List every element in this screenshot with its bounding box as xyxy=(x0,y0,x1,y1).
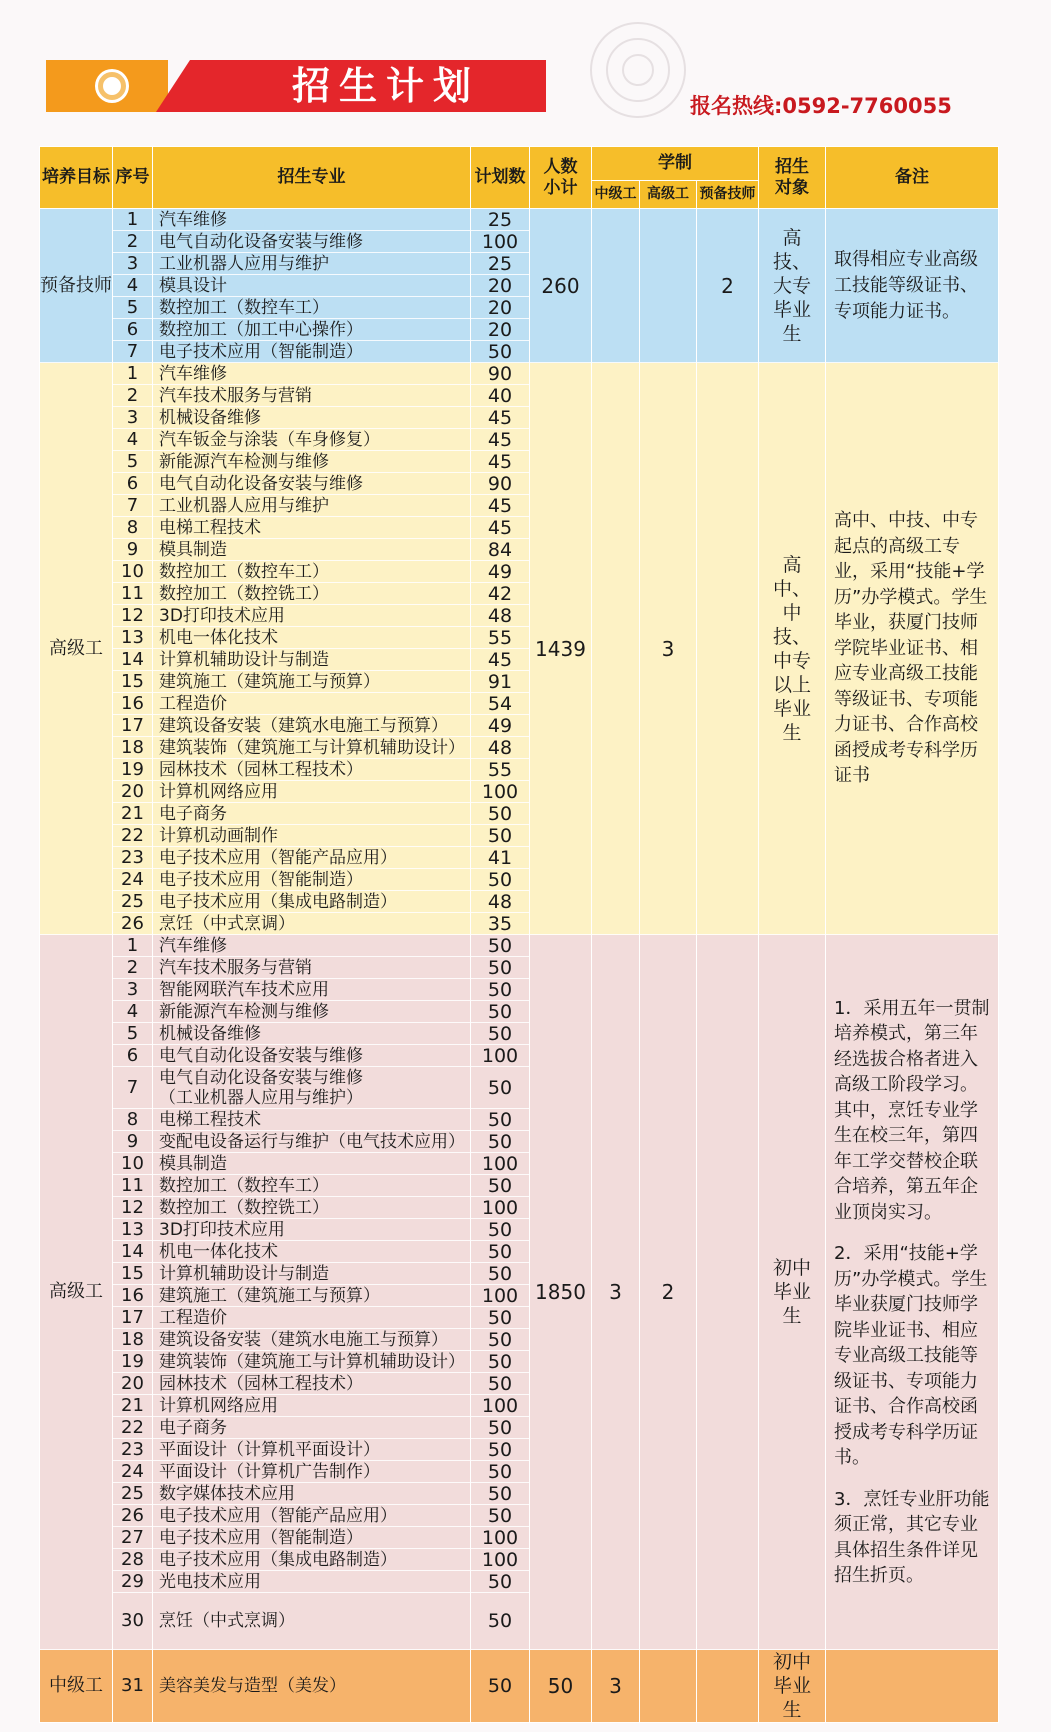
cell-plan: 50 xyxy=(471,935,530,957)
cell-major: 建筑设备安装（建筑水电施工与预算） xyxy=(153,1329,471,1351)
cell-plan: 45 xyxy=(471,649,530,671)
cell-plan: 50 xyxy=(471,1131,530,1153)
cell-seq: 8 xyxy=(113,517,153,539)
cell-major: 汽车技术服务与营销 xyxy=(153,957,471,979)
cell-plan: 91 xyxy=(471,671,530,693)
cell-seq: 25 xyxy=(113,891,153,913)
enrollment-table xyxy=(39,146,999,1723)
cell-seq: 4 xyxy=(113,429,153,451)
header-seq: 序号 xyxy=(113,147,153,209)
cell-seq: 1 xyxy=(113,363,153,385)
cell-major: 数控加工（数控车工） xyxy=(153,297,471,319)
cell-seq: 28 xyxy=(113,1549,153,1571)
object-text: 高技、大专毕业生 xyxy=(773,226,812,345)
cell-major: 平面设计（计算机平面设计） xyxy=(153,1439,471,1461)
cell-plan: 100 xyxy=(471,781,530,803)
cell-sys-high: 2 xyxy=(640,935,697,1650)
cell-seq: 26 xyxy=(113,1505,153,1527)
table-body xyxy=(40,209,999,1723)
cell-major: 园林技术（园林工程技术） xyxy=(153,1373,471,1395)
object-text: 初中毕业生 xyxy=(773,1651,812,1721)
cell-major: 3D打印技术应用 xyxy=(153,605,471,627)
cell-object xyxy=(759,1650,826,1723)
cell-plan: 90 xyxy=(471,363,530,385)
cell-major: 电子技术应用（集成电路制造） xyxy=(153,1549,471,1571)
cell-major: 工业机器人应用与维护 xyxy=(153,253,471,275)
cell-major: 美容美发与造型（美发） xyxy=(153,1650,471,1723)
cell-major: 电子技术应用（智能产品应用） xyxy=(153,1505,471,1527)
cell-plan: 50 xyxy=(471,1329,530,1351)
cell-major: 建筑装饰（建筑施工与计算机辅助设计） xyxy=(153,1351,471,1373)
cell-seq: 16 xyxy=(113,1285,153,1307)
note-paragraph: 取得相应专业高级工技能等级证书、专项能力证书。 xyxy=(834,248,979,322)
header-plan: 计划数 xyxy=(471,147,530,209)
cell-sys-high xyxy=(640,1650,697,1723)
cell-seq: 25 xyxy=(113,1483,153,1505)
cell-plan: 50 xyxy=(471,1650,530,1723)
cell-seq: 12 xyxy=(113,1197,153,1219)
cell-major: 数控加工（数控车工） xyxy=(153,1175,471,1197)
cell-major: 电子商务 xyxy=(153,1417,471,1439)
cell-plan: 50 xyxy=(471,825,530,847)
cell-plan: 48 xyxy=(471,605,530,627)
header-note: 备注 xyxy=(826,147,999,209)
cell-seq: 13 xyxy=(113,1219,153,1241)
cell-seq: 23 xyxy=(113,1439,153,1461)
cell-major: 机电一体化技术 xyxy=(153,1241,471,1263)
cell-major: 机电一体化技术 xyxy=(153,627,471,649)
cell-plan: 50 xyxy=(471,1263,530,1285)
cell-plan: 45 xyxy=(471,407,530,429)
cell-plan: 50 xyxy=(471,1067,530,1109)
cell-major: 烹饪（中式烹调） xyxy=(153,1593,471,1650)
cell-seq: 5 xyxy=(113,1023,153,1045)
cell-plan: 41 xyxy=(471,847,530,869)
cell-major: 建筑设备安装（建筑水电施工与预算） xyxy=(153,715,471,737)
cell-plan: 45 xyxy=(471,451,530,473)
note-paragraph: 1．采用五年一贯制培养模式，第三年经选拔合格者进入高级工阶段学习。其中，烹饪专业学生在校三年，第四年工学交替校企联合培养，第五年企业顶岗实习。 xyxy=(834,997,990,1223)
cell-plan: 55 xyxy=(471,627,530,649)
cell-major: 汽车维修 xyxy=(153,935,471,957)
cell-plan: 25 xyxy=(471,209,530,231)
cell-seq: 7 xyxy=(113,341,153,363)
cell-plan: 20 xyxy=(471,319,530,341)
header-sys-high: 高级工 xyxy=(640,181,697,209)
cell-sys-high: 3 xyxy=(640,363,697,935)
cell-subtotal: 50 xyxy=(530,1650,592,1723)
cell-seq: 27 xyxy=(113,1527,153,1549)
cell-major: 园林技术（园林工程技术） xyxy=(153,759,471,781)
cell-target: 预备技师 xyxy=(40,209,113,363)
table-row xyxy=(40,935,999,957)
cell-major: 建筑施工（建筑施工与预算） xyxy=(153,671,471,693)
cell-seq: 7 xyxy=(113,1067,153,1109)
cell-seq: 16 xyxy=(113,693,153,715)
cell-major: 机械设备维修 xyxy=(153,1023,471,1045)
cell-major: 新能源汽车检测与维修 xyxy=(153,1001,471,1023)
cell-plan: 49 xyxy=(471,561,530,583)
cell-seq: 1 xyxy=(113,935,153,957)
cell-plan: 55 xyxy=(471,759,530,781)
cell-sys-mid: 3 xyxy=(592,935,640,1650)
cell-plan: 50 xyxy=(471,1439,530,1461)
cell-major: 光电技术应用 xyxy=(153,1571,471,1593)
cell-major: 计算机网络应用 xyxy=(153,781,471,803)
cell-plan: 100 xyxy=(471,1395,530,1417)
header-sys-pre: 预备技师 xyxy=(697,181,759,209)
cell-plan: 50 xyxy=(471,1001,530,1023)
cell-seq: 1 xyxy=(113,209,153,231)
cell-major: 建筑装饰（建筑施工与计算机辅助设计） xyxy=(153,737,471,759)
cell-major: 工程造价 xyxy=(153,1307,471,1329)
cell-plan: 20 xyxy=(471,275,530,297)
cell-plan: 50 xyxy=(471,1461,530,1483)
cell-major: 电气自动化设备安装与维修 xyxy=(153,231,471,253)
cell-plan: 49 xyxy=(471,715,530,737)
cell-subtotal: 1850 xyxy=(530,935,592,1650)
cell-major: 平面设计（计算机广告制作） xyxy=(153,1461,471,1483)
cell-seq: 19 xyxy=(113,1351,153,1373)
cell-seq: 5 xyxy=(113,451,153,473)
cell-major: 电气自动化设备安装与维修 xyxy=(153,1045,471,1067)
cell-seq: 26 xyxy=(113,913,153,935)
cell-seq: 17 xyxy=(113,1307,153,1329)
cell-sys-mid xyxy=(592,363,640,935)
cell-note xyxy=(826,1650,999,1723)
cell-plan: 25 xyxy=(471,253,530,275)
cell-plan: 48 xyxy=(471,891,530,913)
cell-major: 电子技术应用（智能制造） xyxy=(153,869,471,891)
cell-plan: 50 xyxy=(471,1109,530,1131)
cell-plan: 50 xyxy=(471,1175,530,1197)
cell-plan: 50 xyxy=(471,1219,530,1241)
cell-seq: 17 xyxy=(113,715,153,737)
page-title: 招生计划 xyxy=(291,64,480,108)
cell-seq: 30 xyxy=(113,1593,153,1650)
cell-seq: 12 xyxy=(113,605,153,627)
cell-major: 计算机辅助设计与制造 xyxy=(153,1263,471,1285)
cell-plan: 50 xyxy=(471,869,530,891)
cell-plan: 20 xyxy=(471,297,530,319)
cell-plan: 50 xyxy=(471,979,530,1001)
cell-plan: 45 xyxy=(471,495,530,517)
cell-plan: 100 xyxy=(471,1285,530,1307)
cell-plan: 45 xyxy=(471,429,530,451)
cell-note xyxy=(826,363,999,935)
cell-seq: 21 xyxy=(113,1395,153,1417)
cell-plan: 84 xyxy=(471,539,530,561)
cell-major: 汽车钣金与涂装（车身修复） xyxy=(153,429,471,451)
cell-plan: 50 xyxy=(471,1023,530,1045)
table-row xyxy=(40,1650,999,1723)
cell-major: 建筑施工（建筑施工与预算） xyxy=(153,1285,471,1307)
header-major: 招生专业 xyxy=(153,147,471,209)
cell-seq: 2 xyxy=(113,385,153,407)
cell-major: 计算机辅助设计与制造 xyxy=(153,649,471,671)
cell-seq: 6 xyxy=(113,473,153,495)
note-paragraph: 3．烹饪专业肝功能须正常，其它专业具体招生条件详见招生折页。 xyxy=(834,1488,990,1586)
cell-seq: 31 xyxy=(113,1650,153,1723)
cell-plan: 100 xyxy=(471,1549,530,1571)
cell-major: 电子技术应用（智能制造） xyxy=(153,1527,471,1549)
cell-plan: 50 xyxy=(471,1351,530,1373)
cell-major: 汽车维修 xyxy=(153,209,471,231)
cell-major: 机械设备维修 xyxy=(153,407,471,429)
cell-major: 电梯工程技术 xyxy=(153,1109,471,1131)
cell-plan: 35 xyxy=(471,913,530,935)
cell-seq: 3 xyxy=(113,253,153,275)
cell-major: 模具设计 xyxy=(153,275,471,297)
cell-plan: 50 xyxy=(471,1483,530,1505)
cell-plan: 100 xyxy=(471,231,530,253)
cell-seq: 2 xyxy=(113,957,153,979)
object-text: 高中、中技、中专以上毕业生 xyxy=(773,553,812,744)
cell-sys-pre xyxy=(697,935,759,1650)
cell-seq: 20 xyxy=(113,781,153,803)
cell-seq: 21 xyxy=(113,803,153,825)
object-text: 初中毕业生 xyxy=(773,1257,812,1327)
cell-major: 工程造价 xyxy=(153,693,471,715)
cell-seq: 6 xyxy=(113,1045,153,1067)
hotline-text: 报名热线:0592-7760055 xyxy=(690,94,952,118)
header-object-label: 招生对象 xyxy=(775,156,810,198)
table-row xyxy=(40,363,999,385)
cell-major: 计算机网络应用 xyxy=(153,1395,471,1417)
cell-plan: 100 xyxy=(471,1527,530,1549)
cell-major: 模具制造 xyxy=(153,1153,471,1175)
cell-seq: 10 xyxy=(113,1153,153,1175)
cell-major: 工业机器人应用与维护 xyxy=(153,495,471,517)
cell-major: 数控加工（数控车工） xyxy=(153,561,471,583)
cell-sys-pre xyxy=(697,363,759,935)
cell-subtotal: 1439 xyxy=(530,363,592,935)
cell-seq: 22 xyxy=(113,825,153,847)
header-system: 学制 xyxy=(592,147,759,181)
cell-seq: 15 xyxy=(113,1263,153,1285)
cell-seq: 3 xyxy=(113,407,153,429)
cell-major: 数控加工（数控铣工） xyxy=(153,1197,471,1219)
cell-plan: 100 xyxy=(471,1045,530,1067)
cell-note xyxy=(826,935,999,1650)
cell-plan: 100 xyxy=(471,1197,530,1219)
cell-plan: 50 xyxy=(471,1593,530,1650)
cell-major: 电子技术应用（智能产品应用） xyxy=(153,847,471,869)
cell-major: 汽车技术服务与营销 xyxy=(153,385,471,407)
cell-major: 3D打印技术应用 xyxy=(153,1219,471,1241)
header-sys-mid: 中级工 xyxy=(592,181,640,209)
cell-major: 电子技术应用（智能制造） xyxy=(153,341,471,363)
header-subtotal xyxy=(530,147,592,209)
header-target: 培养目标 xyxy=(40,147,113,209)
cell-plan: 50 xyxy=(471,1505,530,1527)
cell-sys-mid: 3 xyxy=(592,1650,640,1723)
cell-major: 数字媒体技术应用 xyxy=(153,1483,471,1505)
cell-plan: 50 xyxy=(471,1373,530,1395)
cell-seq: 11 xyxy=(113,583,153,605)
cell-sys-high xyxy=(640,209,697,363)
cell-seq: 11 xyxy=(113,1175,153,1197)
cell-seq: 9 xyxy=(113,539,153,561)
cell-plan: 50 xyxy=(471,1571,530,1593)
cell-seq: 3 xyxy=(113,979,153,1001)
cell-major: 智能网联汽车技术应用 xyxy=(153,979,471,1001)
cell-object xyxy=(759,363,826,935)
cell-plan: 50 xyxy=(471,957,530,979)
cell-major: 电子技术应用（集成电路制造） xyxy=(153,891,471,913)
cell-seq: 24 xyxy=(113,1461,153,1483)
cell-seq: 23 xyxy=(113,847,153,869)
cell-seq: 15 xyxy=(113,671,153,693)
cell-sys-mid xyxy=(592,209,640,363)
cell-plan: 50 xyxy=(471,803,530,825)
cell-seq: 6 xyxy=(113,319,153,341)
cell-plan: 45 xyxy=(471,517,530,539)
cell-plan: 90 xyxy=(471,473,530,495)
cell-plan: 100 xyxy=(471,1153,530,1175)
cell-note xyxy=(826,209,999,363)
cell-seq: 14 xyxy=(113,1241,153,1263)
cell-major: 电气自动化设备安装与维修 （工业机器人应用与维护） xyxy=(153,1067,471,1109)
title-banner xyxy=(46,60,546,112)
cell-seq: 24 xyxy=(113,869,153,891)
cell-sys-pre: 2 xyxy=(697,209,759,363)
cell-seq: 13 xyxy=(113,627,153,649)
cell-object xyxy=(759,209,826,363)
cell-seq: 9 xyxy=(113,1131,153,1153)
cell-major: 电子商务 xyxy=(153,803,471,825)
cell-plan: 50 xyxy=(471,1307,530,1329)
cell-major: 电梯工程技术 xyxy=(153,517,471,539)
cell-major: 数控加工（加工中心操作） xyxy=(153,319,471,341)
cell-sys-pre xyxy=(697,1650,759,1723)
cell-plan: 48 xyxy=(471,737,530,759)
cell-seq: 14 xyxy=(113,649,153,671)
cell-major: 计算机动画制作 xyxy=(153,825,471,847)
cell-seq: 22 xyxy=(113,1417,153,1439)
cell-seq: 20 xyxy=(113,1373,153,1395)
cell-seq: 4 xyxy=(113,1001,153,1023)
cell-seq: 2 xyxy=(113,231,153,253)
cell-object xyxy=(759,935,826,1650)
cell-seq: 18 xyxy=(113,1329,153,1351)
cell-major: 电气自动化设备安装与维修 xyxy=(153,473,471,495)
cell-seq: 5 xyxy=(113,297,153,319)
cell-major: 模具制造 xyxy=(153,539,471,561)
header-subtotal-label: 人数小计 xyxy=(543,156,578,198)
cell-plan: 50 xyxy=(471,1241,530,1263)
cell-target: 高级工 xyxy=(40,363,113,935)
target-icon xyxy=(98,72,126,100)
cell-seq: 19 xyxy=(113,759,153,781)
cell-seq: 18 xyxy=(113,737,153,759)
note-paragraph: 高中、中技、中专起点的高级工专业，采用“技能+学历”办学模式。学生毕业，获厦门技师学院毕业证书、相应专业高级工技能等级证书、专项能力证书、合作高校函授成考专科学历证书 xyxy=(834,510,988,787)
cell-target: 高级工 xyxy=(40,935,113,1650)
cell-subtotal: 260 xyxy=(530,209,592,363)
cell-seq: 10 xyxy=(113,561,153,583)
cell-major: 变配电设备运行与维护（电气技术应用） xyxy=(153,1131,471,1153)
note-paragraph: 2．采用“技能+学历”办学模式。学生毕业获厦门技师学院毕业证书、相应专业高级工技能等级证书、专项能力证书、合作高校函授成考专科学历证书。 xyxy=(834,1243,988,1468)
cell-seq: 4 xyxy=(113,275,153,297)
cell-major: 汽车维修 xyxy=(153,363,471,385)
cell-seq: 29 xyxy=(113,1571,153,1593)
cell-plan: 42 xyxy=(471,583,530,605)
cell-target: 中级工 xyxy=(40,1650,113,1723)
cell-seq: 8 xyxy=(113,1109,153,1131)
table-row xyxy=(40,209,999,231)
cell-plan: 50 xyxy=(471,341,530,363)
header-object xyxy=(759,147,826,209)
cell-plan: 50 xyxy=(471,1417,530,1439)
decor-ring xyxy=(622,54,654,86)
cell-major: 新能源汽车检测与维修 xyxy=(153,451,471,473)
cell-major: 数控加工（数控铣工） xyxy=(153,583,471,605)
cell-seq: 7 xyxy=(113,495,153,517)
cell-plan: 40 xyxy=(471,385,530,407)
cell-plan: 54 xyxy=(471,693,530,715)
cell-major: 烹饪（中式烹调） xyxy=(153,913,471,935)
